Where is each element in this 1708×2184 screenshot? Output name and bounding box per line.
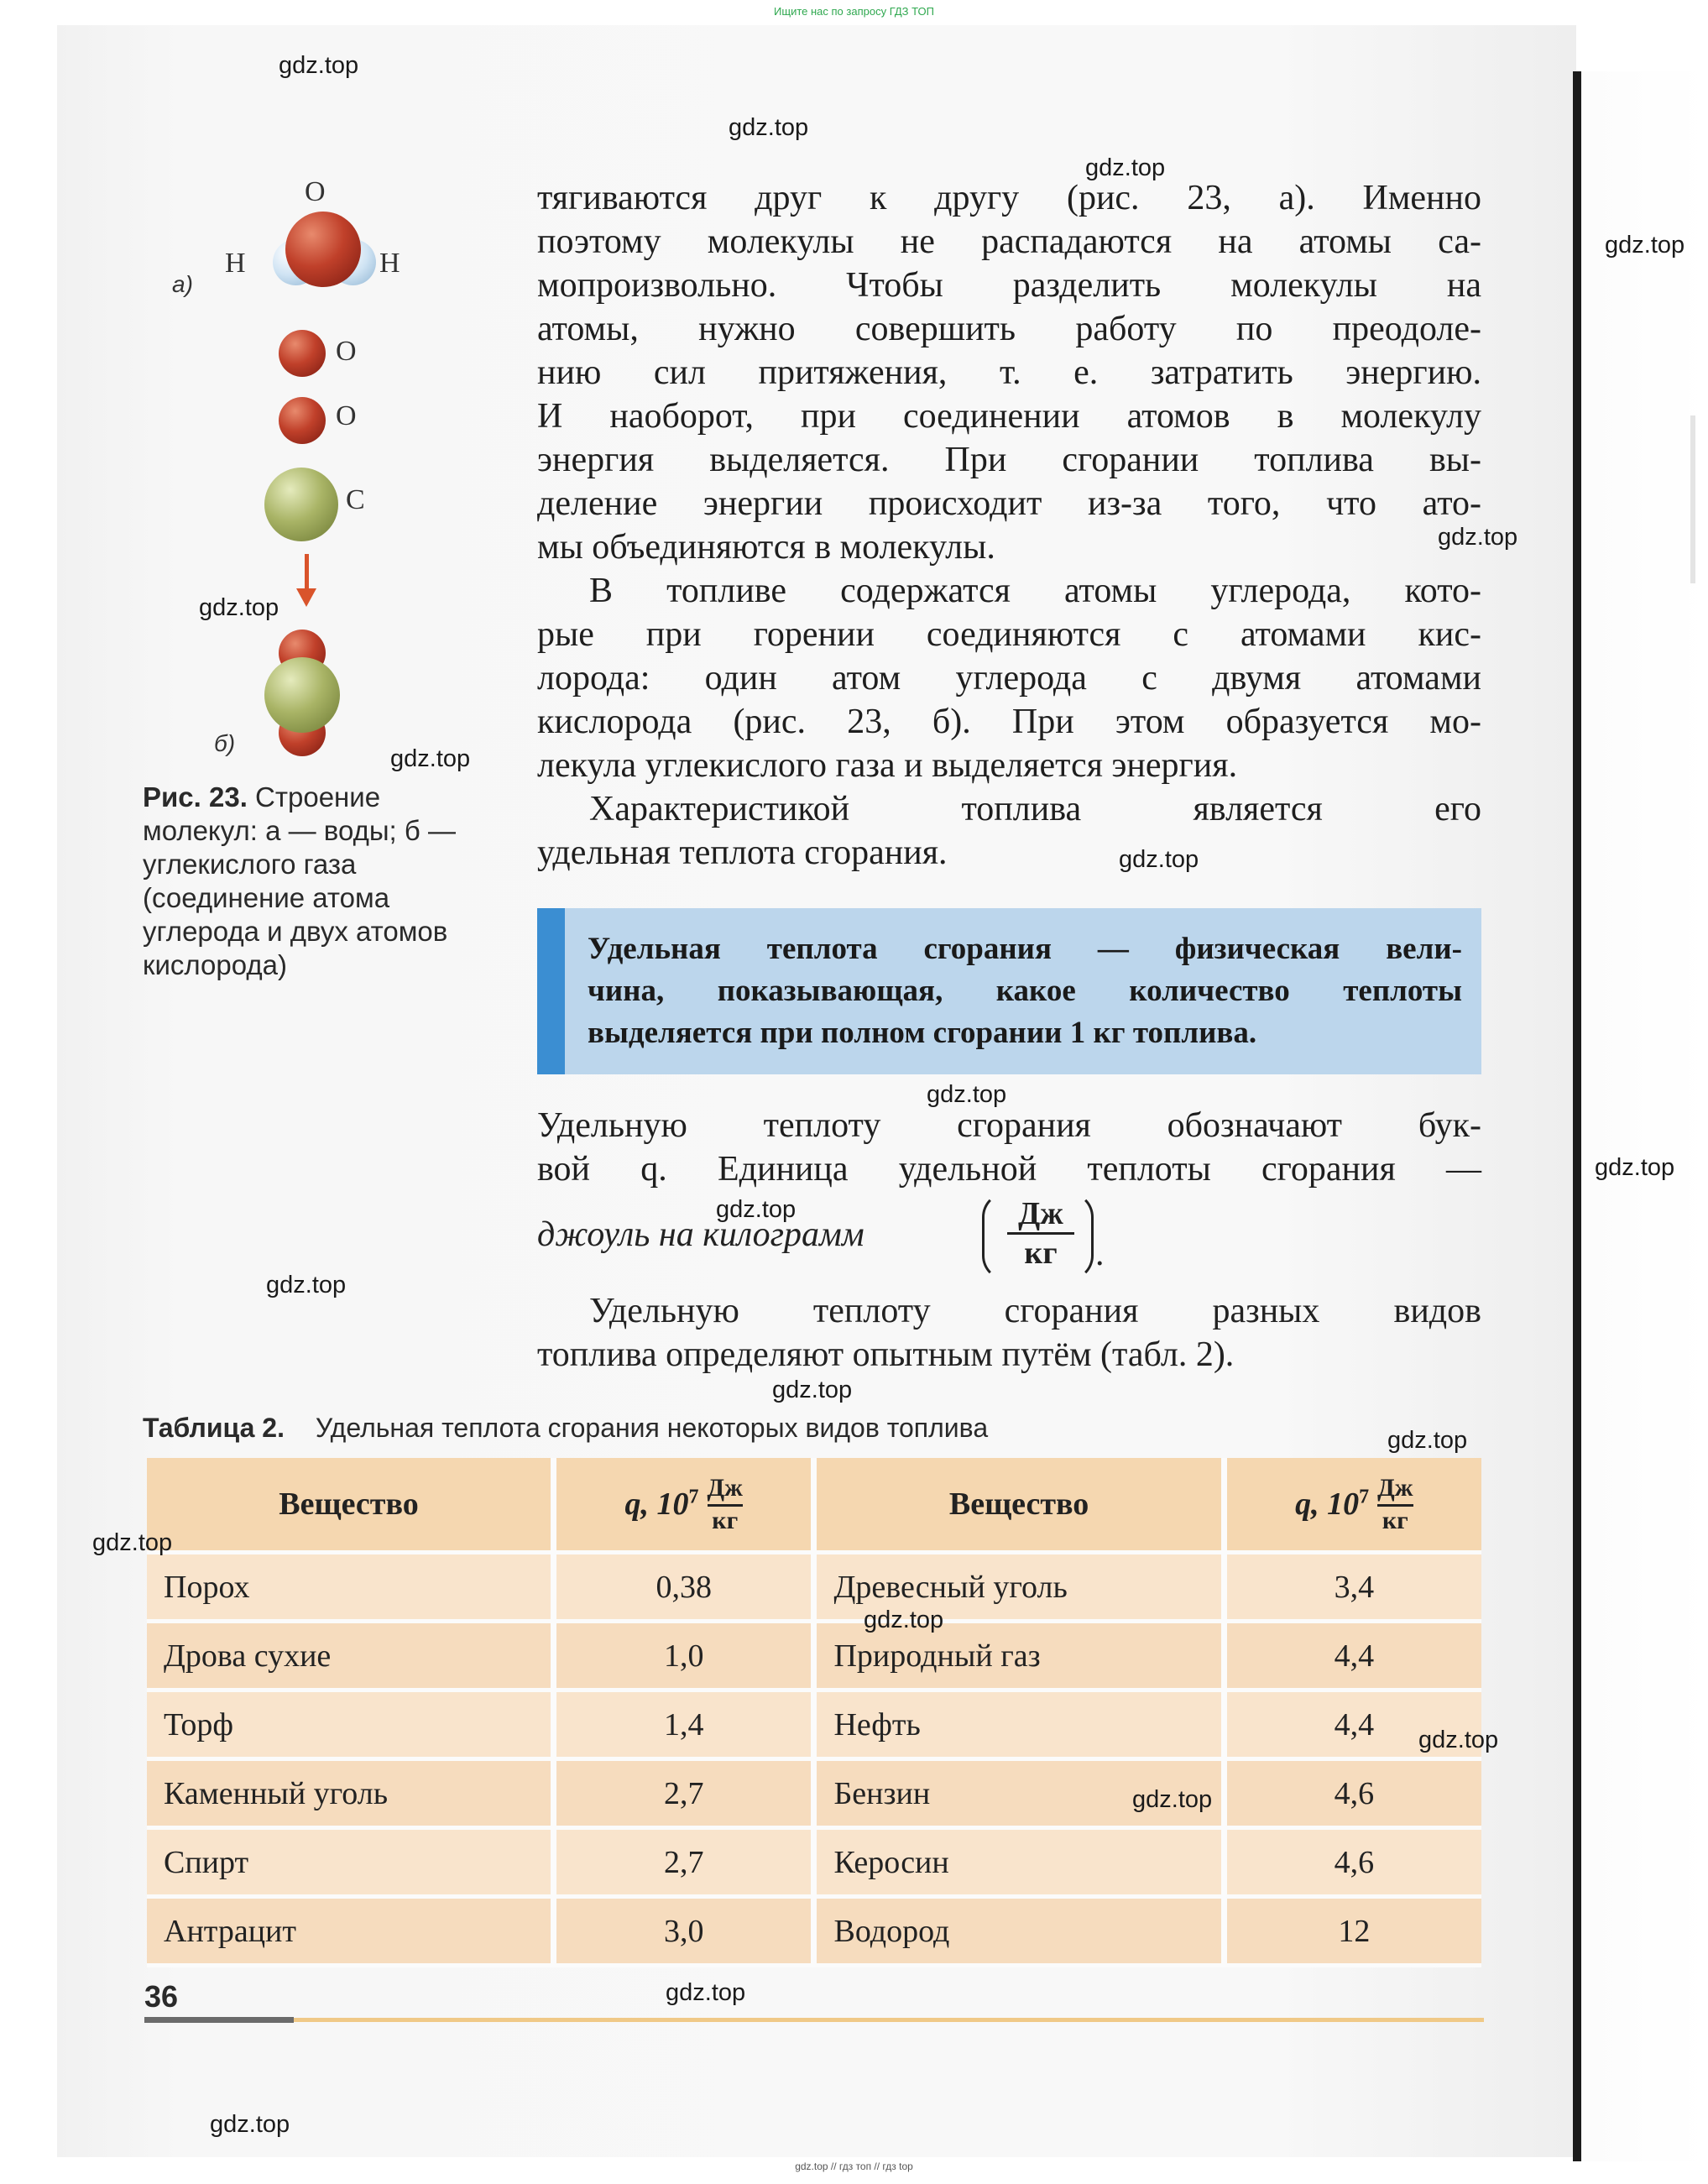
substance-cell: Водород (814, 1897, 1224, 1966)
substance-cell: Бензин (814, 1759, 1224, 1828)
table-row (147, 1622, 1481, 1690)
line: вой q. Единица удельной теплоты сгорания — (537, 1150, 1481, 1189)
watermark: gdz.top (210, 2111, 290, 2138)
figure-caption (143, 781, 495, 982)
table-row (147, 1897, 1481, 1966)
value-cell: 4,4 (1224, 1622, 1481, 1690)
tag-b: б) (214, 730, 236, 756)
table-title (143, 1413, 988, 1444)
watermark: gdz.top (1132, 1786, 1213, 1813)
line: удельная теплота сгорания. (537, 833, 948, 872)
bottom-notice: gdz.top // гдз топ // гдз top (795, 2160, 913, 2172)
watermark: gdz.top (864, 1607, 944, 1633)
watermark: gdz.top (729, 114, 809, 141)
line: кислорода (рис. 23, б). При этом образуется мо- (537, 703, 1481, 741)
table-label: Таблица 2. (143, 1413, 285, 1443)
table-row (147, 1759, 1481, 1828)
footer-rule-dark (144, 2017, 294, 2023)
value-cell: 1,0 (554, 1622, 814, 1690)
arrow-down-icon (305, 554, 309, 592)
line: мы объединяются в молекулы. (537, 528, 995, 567)
definition-line: чина, показывающая, какое количество теплоты (588, 974, 1462, 1008)
watermark: gdz.top (716, 1196, 797, 1223)
substance-cell: Антрацит (147, 1897, 554, 1966)
unit-period: . (1095, 1235, 1105, 1273)
watermark: gdz.top (1438, 524, 1518, 551)
footer-rule-gold (294, 2018, 1484, 2022)
watermark: gdz.top (92, 1529, 173, 1556)
unit-fraction (1007, 1195, 1074, 1272)
line: поэтому молекулы не распадаются на атомы са- (537, 222, 1481, 261)
line: лекула углекислого газа и выделяется энергия. (537, 746, 1238, 785)
table-row (147, 1553, 1481, 1622)
watermark: gdz.top (1418, 1727, 1499, 1753)
label-h-left: H (225, 248, 246, 279)
watermark: gdz.top (772, 1377, 853, 1403)
watermark: gdz.top (666, 1979, 746, 2006)
value-cell: 3,0 (554, 1897, 814, 1966)
substance-cell: Дрова сухие (147, 1622, 554, 1690)
watermark: gdz.top (1085, 154, 1166, 181)
left-paren (982, 1192, 1010, 1281)
watermark: gdz.top (279, 52, 359, 79)
fuel-table (147, 1458, 1481, 1967)
label-c: C (346, 484, 365, 515)
oxygen-atom-1 (279, 330, 326, 377)
value-cell: 2,7 (554, 1828, 814, 1897)
substance-cell: Нефть (814, 1690, 1224, 1759)
line: Удельную теплоту сгорания разных видов (589, 1292, 1481, 1330)
experiment-paragraph (537, 1289, 1481, 1377)
table-caption: Удельная теплота сгорания некоторых видов топлива (315, 1413, 989, 1443)
label-o1: O (336, 336, 357, 367)
substance-cell: Древесный уголь (814, 1553, 1224, 1622)
value-cell: 0,38 (554, 1553, 814, 1622)
label-o-top: O (305, 176, 326, 207)
label-o2: O (336, 400, 357, 431)
line: Характеристикой топлива является его (589, 790, 1481, 828)
line: И наоборот, при соединении атомов в молекулу (537, 397, 1481, 436)
header-q: q, $10^7$ Дж кг (554, 1458, 814, 1553)
table-header-row (147, 1458, 1481, 1553)
value-cell: 3,4 (1224, 1553, 1481, 1622)
line: рые при горении соединяются с атомами кис- (537, 615, 1481, 654)
line: деление энергии происходит из-за того, что ато- (537, 484, 1481, 523)
line: энергия выделяется. При сгорании топлива вы- (537, 441, 1481, 479)
main-text (537, 176, 1481, 875)
carbon-atom (264, 468, 338, 541)
watermark: gdz.top (199, 594, 279, 621)
line: мопроизвольно. Чтобы разделить молекулы на (537, 266, 1481, 305)
line: нию сил притяжения, т. е. затратить энергию. (537, 353, 1481, 392)
line: атомы, нужно совершить работу по преодоле- (537, 310, 1481, 348)
line: тягиваются друг к другу (рис. 23, а). Именно (537, 179, 1481, 217)
unit-name: джоуль на килограмм (537, 1215, 864, 1254)
next-page-edge (1581, 71, 1708, 2161)
value-cell: 2,7 (554, 1759, 814, 1828)
watermark: gdz.top (1387, 1427, 1468, 1454)
book-spine (1573, 71, 1581, 2161)
substance-cell: Природный газ (814, 1622, 1224, 1690)
line: В топливе содержатся атомы углерода, кото- (589, 572, 1481, 610)
value-cell: 4,4 (1224, 1690, 1481, 1759)
definition-box (537, 908, 1481, 1074)
right-paren (1066, 1192, 1094, 1281)
oxygen-atom-2 (279, 397, 326, 444)
watermark: gdz.top (1605, 232, 1685, 259)
line: Удельную теплоту сгорания обозначают бук- (537, 1106, 1481, 1145)
co2-carbon (264, 657, 340, 733)
arrow-head-icon (296, 588, 316, 607)
table-row (147, 1690, 1481, 1759)
table-row (147, 1828, 1481, 1897)
watermark: gdz.top (1119, 846, 1199, 873)
definition-line: Удельная теплота сгорания — физическая вели- (588, 932, 1462, 966)
substance-cell: Каменный уголь (147, 1759, 554, 1828)
value-cell: 4,6 (1224, 1828, 1481, 1897)
substance-cell: Спирт (147, 1828, 554, 1897)
label-h-right: H (379, 248, 400, 279)
unit-numerator: Дж (1018, 1196, 1063, 1231)
definition-accent-bar (537, 908, 565, 1074)
header-q: q, $10^7$ Дж кг (1224, 1458, 1481, 1553)
substance-cell: Порох (147, 1553, 554, 1622)
watermark: gdz.top (927, 1081, 1007, 1108)
caption-text: Строение молекул: а — воды; б — углекислого газа (соединение атома углерода и двух атомов кислорода) (143, 781, 456, 980)
header-substance: Вещество (814, 1458, 1224, 1553)
tag-a: а) (172, 271, 193, 297)
molecule-figure (134, 172, 428, 760)
top-notice: Ищите нас по запросу ГДЗ ТОП (774, 5, 934, 18)
header-substance: Вещество (147, 1458, 554, 1553)
line: лорода: один атом углерода с двумя атомами (537, 659, 1481, 698)
substance-cell: Керосин (814, 1828, 1224, 1897)
definition-line: выделяется при полном сгорании 1 кг топлива. (588, 1016, 1257, 1050)
page-number: 36 (144, 1979, 179, 2014)
unit-denominator: кг (1007, 1232, 1074, 1272)
watermark: gdz.top (266, 1272, 347, 1298)
value-cell: 12 (1224, 1897, 1481, 1966)
substance-cell: Торф (147, 1690, 554, 1759)
line: топлива определяют опытным путём (табл. 2). (537, 1335, 1235, 1374)
watermark: gdz.top (1595, 1154, 1675, 1181)
caption-label: Рис. 23. (143, 781, 248, 812)
value-cell: 4,6 (1224, 1759, 1481, 1828)
oxygen-atom-water (285, 212, 361, 287)
value-cell: 1,4 (554, 1690, 814, 1759)
watermark: gdz.top (390, 745, 471, 772)
notation-paragraph (537, 1104, 1481, 1191)
